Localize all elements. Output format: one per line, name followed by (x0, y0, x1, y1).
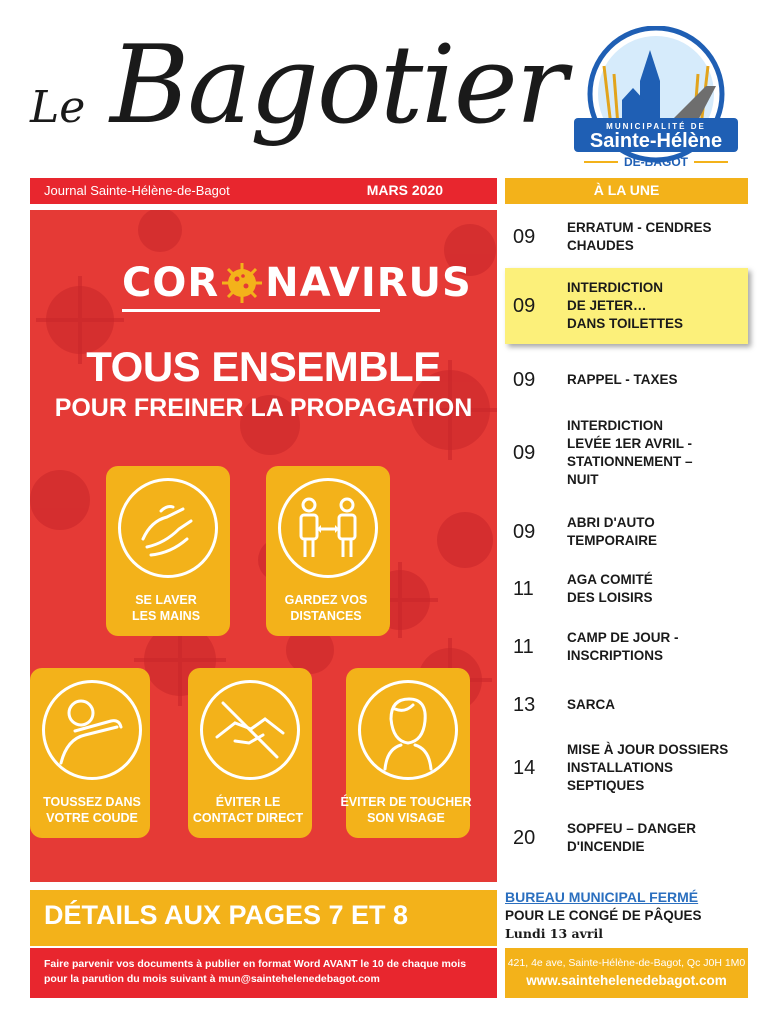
toc-title: ABRI D'AUTO TEMPORAIRE (567, 515, 658, 548)
no-handshake-icon (203, 683, 297, 777)
bureau-closed-title[interactable]: BUREAU MUNICIPAL FERMÉ (505, 889, 699, 905)
toc-title: CAMP DE JOUR - INSCRIPTIONS (567, 630, 679, 663)
journal-name: Journal Sainte-Hélène-de-Bagot (44, 183, 230, 198)
logo-sub: DE-BAGOT (624, 155, 688, 169)
toc-title: MISE À JOUR DOSSIERS INSTALLATIONS SEPTIQUES (567, 742, 729, 793)
coronavirus-poster (30, 210, 497, 882)
logo-graphic (556, 26, 756, 176)
coronavirus-title (122, 260, 472, 306)
toc-title: ERRATUM - CENDRES CHAUDES (567, 220, 712, 253)
details-banner (30, 890, 497, 946)
toc-item[interactable] (505, 569, 748, 609)
toc-page: 20 (513, 826, 536, 849)
details-text: DÉTAILS AUX PAGES 7 ET 8 (44, 900, 409, 930)
toc-page: 09 (513, 368, 536, 391)
toc-item-highlighted[interactable] (505, 268, 748, 344)
logo-name: Sainte-Hélène (589, 130, 723, 152)
toc-item[interactable] (505, 214, 748, 260)
poster-subheadline: POUR FREINER LA PROPAGATION (54, 394, 473, 422)
tile-handwash-label: SE LAVER LES MAINS (131, 593, 201, 623)
distance-icon (281, 481, 375, 575)
tile-no-handshake-label: ÉVITER LE CONTACT DIRECT (192, 795, 304, 825)
address: 421, 4e ave, Sainte-Hélène-de-Bagot, Qc J0H 1M0 (507, 957, 746, 969)
virus-icon (221, 262, 263, 304)
coronavirus-title-left: COR (122, 260, 220, 306)
toc-page: 09 (513, 441, 536, 464)
toc-page: 13 (513, 693, 536, 716)
bureau-closed-reason: POUR LE CONGÉ DE PÂQUES (505, 908, 702, 923)
masthead (0, 0, 770, 180)
toc-title: INTERDICTION LEVÉE 1ER AVRIL - STATIONNEMENT – NUIT (567, 418, 693, 487)
toc-title: INTERDICTION DE JETER… DANS TOILETTES (567, 280, 684, 331)
toc-page: 14 (513, 756, 536, 779)
bureau-closed-date: Lundi 13 avril (505, 926, 603, 941)
tile-face-label: ÉVITER DE TOUCHER SON VISAGE (340, 795, 472, 825)
toc-page: 11 (513, 577, 534, 600)
tile-cough-label: TOUSSEZ DANS VOTRE COUDE (43, 795, 141, 825)
masthead-le: Le (30, 82, 86, 133)
tile-distance-label: GARDEZ VOS DISTANCES (284, 593, 368, 623)
cough-elbow-icon (45, 683, 139, 777)
toc-item[interactable] (505, 818, 748, 858)
face-icon (361, 683, 455, 777)
contact-footer (505, 948, 748, 998)
toc-item[interactable] (505, 691, 748, 719)
toc-title: SARCA (567, 697, 616, 712)
municipality-logo (556, 26, 756, 176)
toc-title: SOPFEU – DANGER D'INCENDIE (567, 821, 697, 854)
issue-date: MARS 2020 (366, 182, 443, 198)
toc-item[interactable] (505, 739, 748, 797)
toc-page: 09 (513, 520, 536, 543)
toc-page: 11 (513, 635, 534, 658)
toc-item[interactable] (505, 512, 748, 552)
logo-top-line: MUNICIPALITÉ DE (606, 122, 706, 131)
toc-item[interactable] (505, 366, 748, 394)
coronavirus-title-right: NAVIRUS (265, 260, 472, 306)
handwash-icon (121, 481, 215, 575)
header-bar (30, 178, 497, 204)
submission-note-line2: pour la parution du mois suivant à mun@saintehelenedebagot.com (44, 973, 380, 985)
toc-item[interactable] (505, 415, 748, 491)
title-underline (122, 309, 380, 312)
toc-title: AGA COMITÉ DES LOISIRS (567, 572, 653, 605)
toc-item[interactable] (505, 627, 748, 667)
a-la-une-header: À LA UNE (505, 178, 748, 204)
toc-title: RAPPEL - TAXES (567, 372, 678, 387)
masthead-title: Bagotier (110, 23, 566, 148)
submission-note-line1: Faire parvenir vos documents à publier en format Word AVANT le 10 de chaque mois (44, 958, 467, 970)
poster-headline: TOUS ENSEMBLE (86, 343, 441, 390)
website-link[interactable]: www.saintehelenedebagot.com (526, 973, 727, 988)
toc-page: 09 (513, 225, 536, 248)
toc-page: 09 (513, 294, 536, 317)
submission-note (30, 948, 497, 998)
